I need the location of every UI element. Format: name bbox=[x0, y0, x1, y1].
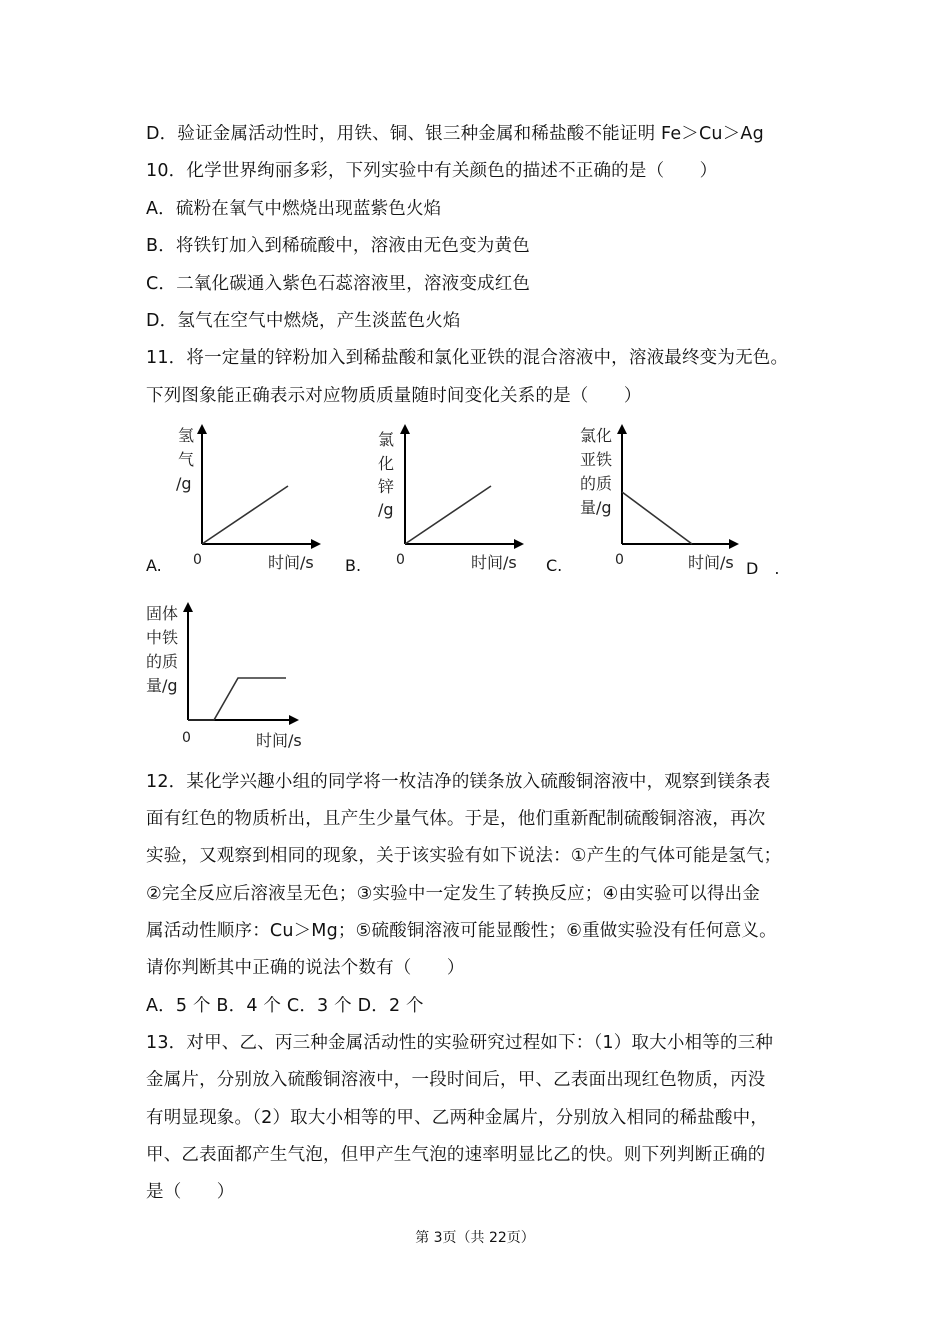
graph-b-origin: 0 bbox=[396, 552, 405, 568]
graph-a-axes bbox=[196, 424, 356, 554]
graph-b-xlabel: 时间/s bbox=[471, 553, 517, 572]
graph-c bbox=[546, 424, 806, 584]
graph-d-option-label: D . bbox=[746, 559, 780, 578]
graph-c-xlabel: 时间/s bbox=[688, 553, 734, 572]
graph-a-curve bbox=[202, 486, 288, 544]
line-q10-option-a: A．硫粉在氧气中燃烧出现蓝紫色火焰 bbox=[146, 199, 442, 219]
line-q11-stem-1: 11．将一定量的锌粉加入到稀盐酸和氯化亚铁的混合溶液中，溶液最终变为无色。 bbox=[146, 348, 789, 368]
line-q13-stem-1: 13．对甲、乙、丙三种金属活动性的实验研究过程如下：（1）取大小相等的三种 bbox=[146, 1033, 774, 1053]
line-q13-stem-4: 甲、乙表面都产生气泡，但甲产生气泡的速率明显比乙的快。则下列判断正确的 bbox=[146, 1145, 766, 1165]
graph-b-ylabel-1: 氯 bbox=[378, 430, 395, 449]
page-footer: 第 3页（共 22页） bbox=[415, 1230, 535, 1246]
graph-d-origin: 0 bbox=[182, 730, 191, 746]
line-q12-stem-3: 实验，又观察到相同的现象，关于该实验有如下说法：①产生的气体可能是氢气； bbox=[146, 846, 782, 866]
line-q12-options: A．5 个 B．4 个 C．3 个 D．2 个 bbox=[146, 996, 424, 1016]
graph-b-ylabel-3: 锌 bbox=[378, 477, 395, 496]
graph-c-origin: 0 bbox=[615, 552, 624, 568]
graph-c-ylabel-3: 的质 bbox=[580, 474, 613, 493]
graph-b-axes bbox=[399, 424, 559, 554]
graph-b-curve bbox=[405, 486, 491, 544]
line-q10-option-d: D．氢气在空气中燃烧，产生淡蓝色火焰 bbox=[146, 311, 461, 331]
line-q10-stem: 10．化学世界绚丽多彩，下列实验中有关颜色的描述不正确的是（ ） bbox=[146, 161, 718, 181]
graph-c-curve bbox=[622, 492, 692, 544]
graph-d-curve bbox=[188, 678, 286, 720]
graph-b-ylabel-4: /g bbox=[378, 500, 394, 519]
graph-a-option-label: A. bbox=[146, 556, 162, 575]
graph-d-ylabel-4: 量/g bbox=[146, 676, 178, 695]
graph-c-axes bbox=[616, 424, 776, 554]
graph-a-ylabel-2: 气 bbox=[178, 450, 195, 469]
line-q10-option-c: C．二氧化碳通入紫色石蕊溶液里，溶液变成红色 bbox=[146, 274, 531, 294]
line-q13-stem-3: 有明显现象。（2）取大小相等的甲、乙两种金属片，分别放入相同的稀盐酸中， bbox=[146, 1108, 769, 1128]
graph-b-option-label: B. bbox=[345, 556, 362, 575]
graph-b bbox=[345, 424, 535, 584]
graph-d-xlabel: 时间/s bbox=[256, 731, 302, 750]
line-q11-stem-2: 下列图象能正确表示对应物质质量随时间变化关系的是（ ） bbox=[146, 386, 642, 406]
line-q13-stem-2: 金属片，分别放入硫酸铜溶液中，一段时间后，甲、乙表面出现红色物质，丙没 bbox=[146, 1070, 766, 1090]
graph-a bbox=[146, 424, 336, 584]
graph-d-ylabel-1: 固体 bbox=[146, 604, 179, 623]
graph-c-option-label: C. bbox=[546, 556, 563, 575]
graph-c-ylabel-2: 亚铁 bbox=[580, 450, 613, 469]
line-q9-option-d: D．验证金属活动性时，用铁、铜、银三种金属和稀盐酸不能证明 Fe＞Cu＞Ag bbox=[146, 124, 764, 144]
graph-a-ylabel-3: /g bbox=[176, 474, 192, 493]
graph-a-origin: 0 bbox=[193, 552, 202, 568]
graph-a-xlabel: 时间/s bbox=[268, 553, 314, 572]
graph-a-ylabel-1: 氢 bbox=[178, 426, 195, 445]
graph-b-ylabel-2: 化 bbox=[378, 454, 395, 473]
graph-c-ylabel-4: 量/g bbox=[580, 498, 612, 517]
graph-d-ylabel-3: 的质 bbox=[146, 652, 179, 671]
line-q12-stem-6: 请你判断其中正确的说法个数有（ ） bbox=[146, 958, 465, 978]
line-q12-stem-1: 12．某化学兴趣小组的同学将一枚洁净的镁条放入硫酸铜溶液中，观察到镁条表 bbox=[146, 772, 771, 792]
line-q12-stem-2: 面有红色的物质析出，且产生少量气体。于是，他们重新配制硫酸铜溶液，再次 bbox=[146, 809, 766, 829]
graph-c-ylabel-1: 氯化 bbox=[580, 426, 613, 445]
line-q13-stem-5: 是（ ） bbox=[146, 1182, 235, 1202]
line-q12-stem-4: ②完全反应后溶液呈无色；③实验中一定发生了转换反应；④由实验可以得出金 bbox=[146, 884, 761, 904]
line-q10-option-b: B．将铁钉加入到稀硫酸中，溶液由无色变为黄色 bbox=[146, 236, 530, 256]
graph-d-ylabel-2: 中铁 bbox=[146, 628, 179, 647]
graph-d-axes bbox=[182, 602, 342, 732]
graph-d bbox=[146, 602, 336, 752]
line-q12-stem-5: 属活动性顺序：Cu＞Mg；⑤硫酸铜溶液可能显酸性；⑥重做实验没有任何意义。 bbox=[146, 921, 777, 941]
